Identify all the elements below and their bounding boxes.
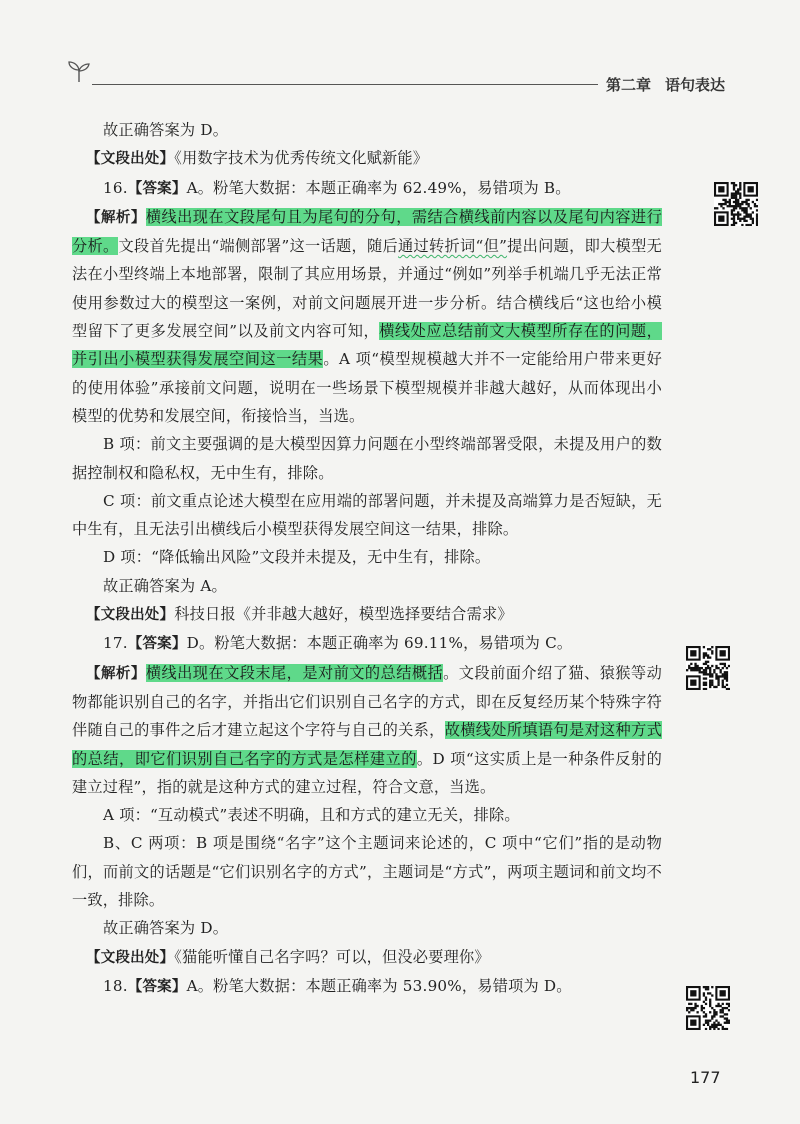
option-b-analysis <box>72 430 662 487</box>
question-answer-16 <box>72 174 662 203</box>
answer-line <box>72 572 662 600</box>
text-run: D 项：“降低输出风险”文段并未提及，无中生有，排除。 <box>103 548 491 567</box>
text-run: B 项：前文主要强调的是大模型因算力问题在小型终端部署受限，未提及用户的数据控制权和隐私权，无中生有，排除。 <box>72 435 662 482</box>
text-run: 《猫能听懂自己名字吗？可以，但没必要理你》 <box>174 947 490 966</box>
text-run: 科技日报《并非越大越好，模型选择要结合需求》 <box>174 605 513 624</box>
section-tag: 【答案】 <box>127 978 187 995</box>
text-run: C 项：前文重点论述大模型在应用端的部署问题，并未提及高端算力是否短缺，无中生有，且无法引出横线后小模型获得发展空间这一结果，排除。 <box>72 491 662 539</box>
text-run: 18. <box>103 976 128 995</box>
question-answer-18 <box>72 972 662 1001</box>
answer-line <box>72 116 662 144</box>
sprout-icon <box>66 58 92 84</box>
highlighted-text: 横线出现在文段尾句且为尾句的分句，需结合横线前内容以及尾句内容进行分析。 <box>72 207 662 256</box>
answer-explanations <box>72 116 662 1001</box>
answer-line <box>72 914 662 942</box>
section-tag: 【答案】 <box>127 180 187 197</box>
source-line <box>72 144 662 173</box>
text-run: 16. <box>103 178 128 197</box>
text-run: 。D 项“这实质上是一种条件反射的建立过程”，指的就是这种方式的建立过程，符合文意，当选。 <box>72 749 662 796</box>
analysis-16 <box>72 203 662 430</box>
text-run: D。粉笔大数据：本题正确率为 69.11%，易错项为 C。 <box>186 634 573 653</box>
text-run: 故正确答案为 A。 <box>103 576 227 595</box>
page-number: 177 <box>690 1068 721 1087</box>
text-run: 《用数字技术为优秀传统文化赋新能》 <box>174 149 429 168</box>
highlighted-text: 横线出现在文段末尾，是对前文的总结概括 <box>145 663 444 682</box>
option-a-analysis <box>72 801 662 829</box>
running-header <box>606 74 725 95</box>
section-tag: 【文段出处】 <box>86 151 175 168</box>
section-tag: 【答案】 <box>127 636 187 653</box>
text-run: A。粉笔大数据：本题正确率为 53.90%，易错项为 D。 <box>186 976 572 995</box>
text-run: 17. <box>103 634 128 653</box>
qr-code-icon[interactable] <box>686 646 730 690</box>
section-title: 语句表达 <box>665 76 726 94</box>
option-c-analysis <box>72 487 662 544</box>
highlighted-text: 故横线处所填语句是对这种方式的总结，即它们识别自己名字的方式是怎样建立的 <box>72 721 662 768</box>
text-run: 故正确答案为 D。 <box>103 121 229 139</box>
source-line <box>72 943 662 972</box>
text-run: 文段首先提出“端侧部署”这一话题，随后 <box>118 237 399 256</box>
question-answer-17 <box>72 629 662 658</box>
text-run: A。粉笔大数据：本题正确率为 62.49%，易错项为 B。 <box>186 178 571 197</box>
qr-code-icon[interactable] <box>686 986 730 1030</box>
section-tag: 【文段出处】 <box>86 949 175 966</box>
section-tag: 【解析】 <box>86 209 146 226</box>
source-line <box>72 600 662 629</box>
highlighted-text: 横线处应总结前文大模型所存在的问题，并引出小模型获得发展空间这一结果 <box>72 322 662 369</box>
text-run: 故正确答案为 D。 <box>103 919 229 938</box>
text-run: A 项：“互动模式”表述不明确，且和方式的建立无关，排除。 <box>103 806 520 825</box>
analysis-17 <box>72 659 662 801</box>
text-run: 。A 项“模型规模越大并不一定能给用户带来更好的使用体验”承接前文问题，说明在一些场景下模型规模并非越大越好，从而体现出小模型的优势和发展空间，衔接恰当，当选。 <box>72 350 662 425</box>
option-d-analysis <box>72 543 662 571</box>
qr-code-icon[interactable] <box>714 182 758 226</box>
header-rule <box>92 84 598 85</box>
wavy-underlined-text: 通过转折词“但” <box>398 237 508 256</box>
text-run: 提出问题，即大模型无法在小型终端上本地部署，限制了其应用场景，并通过“例如”列举手机端几乎无法正常使用参数过大的模型这一案例，对前文问题展开进一步分析。结合横线后“这也给小模型留下了更多发展空间”以及前文内容可知， <box>72 237 662 341</box>
section-tag: 【解析】 <box>86 665 146 682</box>
chapter-label: 第二章 <box>606 76 652 94</box>
text-run: 。文段前面介绍了猫、猿猴等动物都能识别自己的名字，并指出它们识别自己名字的方式，即在反复经历某个特殊字符伴随自己的事件之后才建立起这个字符与自己的关系， <box>72 663 662 740</box>
section-tag: 【文段出处】 <box>86 607 175 624</box>
text-run: B、C 两项：B 项是围绕“名字”这个主题词来论述的，C 项中“它们”指的是动物们，而前文的话题是“它们识别名字的方式”，主题词是“方式”，两项主题词和前文均不一致，排除。 <box>72 834 662 910</box>
option-bc-analysis <box>72 829 662 914</box>
